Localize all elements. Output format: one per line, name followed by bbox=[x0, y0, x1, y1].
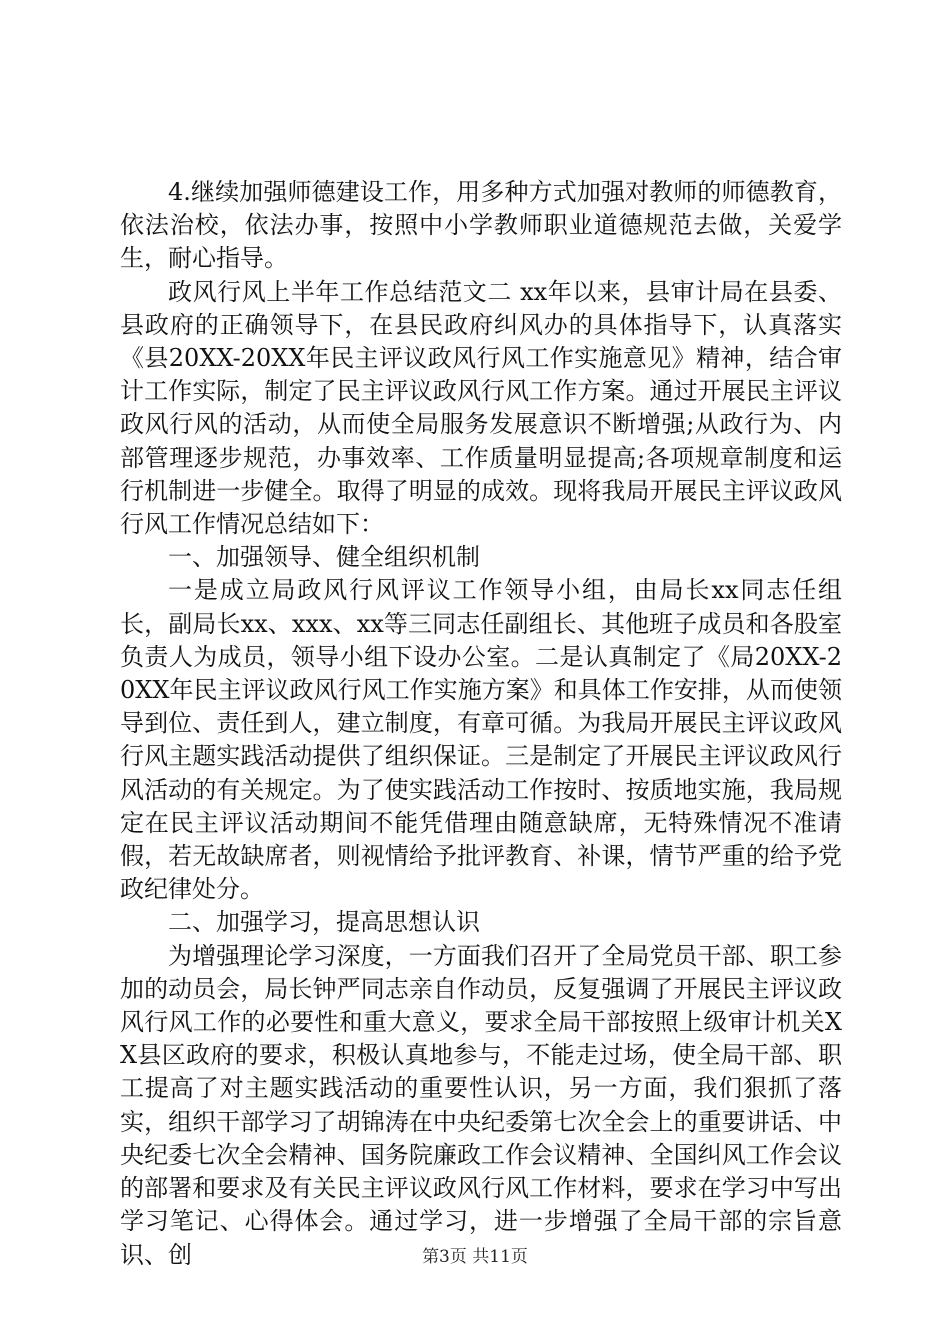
paragraph-leadership: 一是成立局政风行风评议工作领导小组，由局长xx同志任组长，副局长xx、xxx、xx等三同志任副组长、其他班子成员和各股室负责人为成员，领导小组下设办公室。二是认真制定了《局20XX-20XX年民主评议政风行风工作实施方案》和具体工作安排，从而使领导到位、责任到人，建立制度，有章可循。为我局开展民主评议政风行风主题实践活动提供了组织保证。三是制定了开展民主评议政风行风活动的有关规定。为了使实践活动工作按时、按质地实施，我局规定在民主评议活动期间不能凭借理由随意缺席，无特殊情况不准请假，若无故缺席者，则视情给予批评教育、补课，情节严重的给予党政纪律处分。 bbox=[120, 576, 842, 904]
paragraph-study: 为增强理论学习深度，一方面我们召开了全局党员干部、职工参加的动员会，局长钟严同志亲自作动员，反复强调了开展民主评议政风行风工作的必要性和重大意义，要求全局干部按照上级审计机关XX县区政府的要求，积极认真地参与，不能走过场，使全局干部、职工提高了对主题实践活动的重要性认识，另一方面，我们狠抓了落实，组织干部学习了胡锦涛在中央纪委第七次全会上的重要讲话、中央纪委七次全会精神、国务院廉政工作会议精神、全国纠风工作会议的部署和要求及有关民主评议政风行风工作材料，要求在学习中写出学习笔记、心得体会。通过学习，进一步增强了全局干部的宗旨意识、创 bbox=[120, 941, 842, 1269]
page-footer: 第3页 共11页 bbox=[422, 1247, 528, 1267]
section-heading-study: 二、加强学习，提高思想认识 bbox=[168, 908, 480, 937]
paragraph-intro: 政风行风上半年工作总结范文二 xx年以来，县审计局在县委、县政府的正确领导下，在县民政府纠风办的具体指导下，认真落实《县20XX-20XX年民主评议政风行风工作实施意见》精神，结合审计工作实际，制定了民主评议政风行风工作方案。通过开展民主评议政风行风的活动，从而使全局服务发展意识不断增强;从政行为、内部管理逐步规范，办事效率、工作质量明显提高;各项规章制度和运行机制进一步健全。取得了明显的成效。现将我局开展民主评议政风行风工作情况总结如下： bbox=[120, 277, 842, 539]
document-body bbox=[120, 176, 842, 1272]
paragraph-teacher-ethics: 4.继续加强师德建设工作，用多种方式加强对教师的师德教育，依法治校，依法办事，按照中小学教师职业道德规范去做，关爱学生，耐心指导。 bbox=[120, 178, 842, 273]
section-heading-leadership: 一、加强领导、健全组织机制 bbox=[168, 543, 480, 572]
